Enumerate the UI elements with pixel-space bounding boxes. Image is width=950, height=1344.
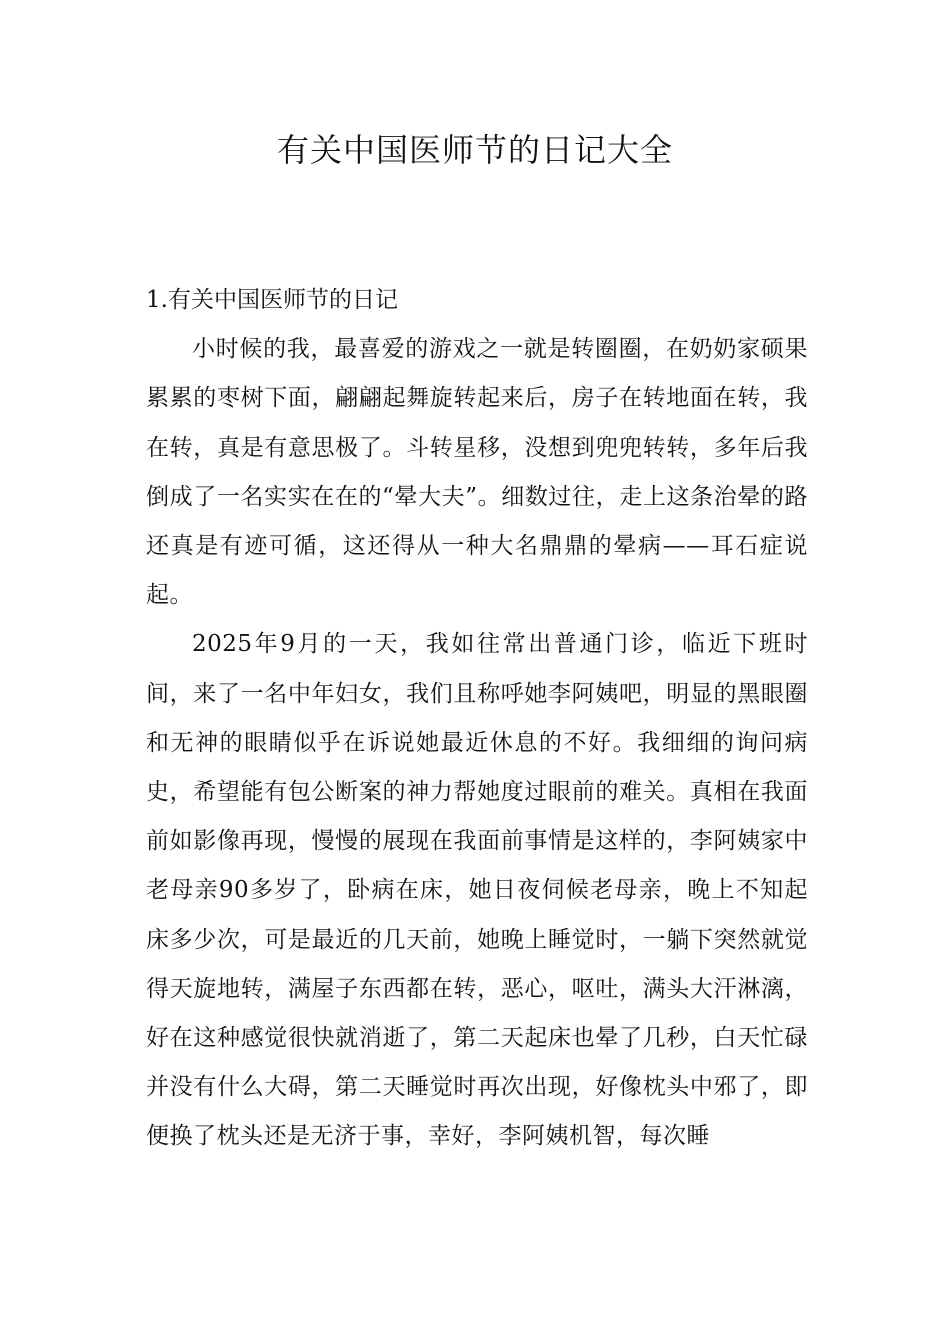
paragraph-1: 小时候的我，最喜爱的游戏之一就是转圈圈，在奶奶家硕果累累的枣树下面，翩翩起舞旋转起来后，房子在转地面在转，我在转，真是有意思极了。斗转星移，没想到兜兜转转，多年后我倒成了一名实实在在的“晕大夫”。细数过往，走上这条治晕的路还真是有迹可循，这还得从一种大名鼎鼎的晕病——耳石症说起。: [146, 336, 808, 609]
section-heading: 1.有关中国医师节的日记: [146, 287, 398, 313]
document-body: [146, 276, 808, 1162]
document-title: 有关中国医师节的日记大全: [276, 131, 673, 169]
paragraph-2: 2025年9月的一天，我如往常出普通门诊，临近下班时间，来了一名中年妇女，我们且称呼她李阿姨吧，明显的黑眼圈和无神的眼睛似乎在诉说她最近休息的不好。我细细的询问病史，希望能有包公断案的神力帮她度过眼前的难关。真相在我面前如影像再现，慢慢的展现在我面前事情是这样的，李阿姨家中老母亲90多岁了，卧病在床，她日夜伺候老母亲，晚上不知起床多少次，可是最近的几天前，她晚上睡觉时，一躺下突然就觉得天旋地转，满屋子东西都在转，恶心，呕吐，满头大汗淋漓，好在这种感觉很快就消逝了，第二天起床也晕了几秒，白天忙碌并没有什么大碍，第二天睡觉时再次出现，好像枕头中邪了，即便换了枕头还是无济于事，幸好，李阿姨机智，每次睡: [146, 631, 808, 1150]
